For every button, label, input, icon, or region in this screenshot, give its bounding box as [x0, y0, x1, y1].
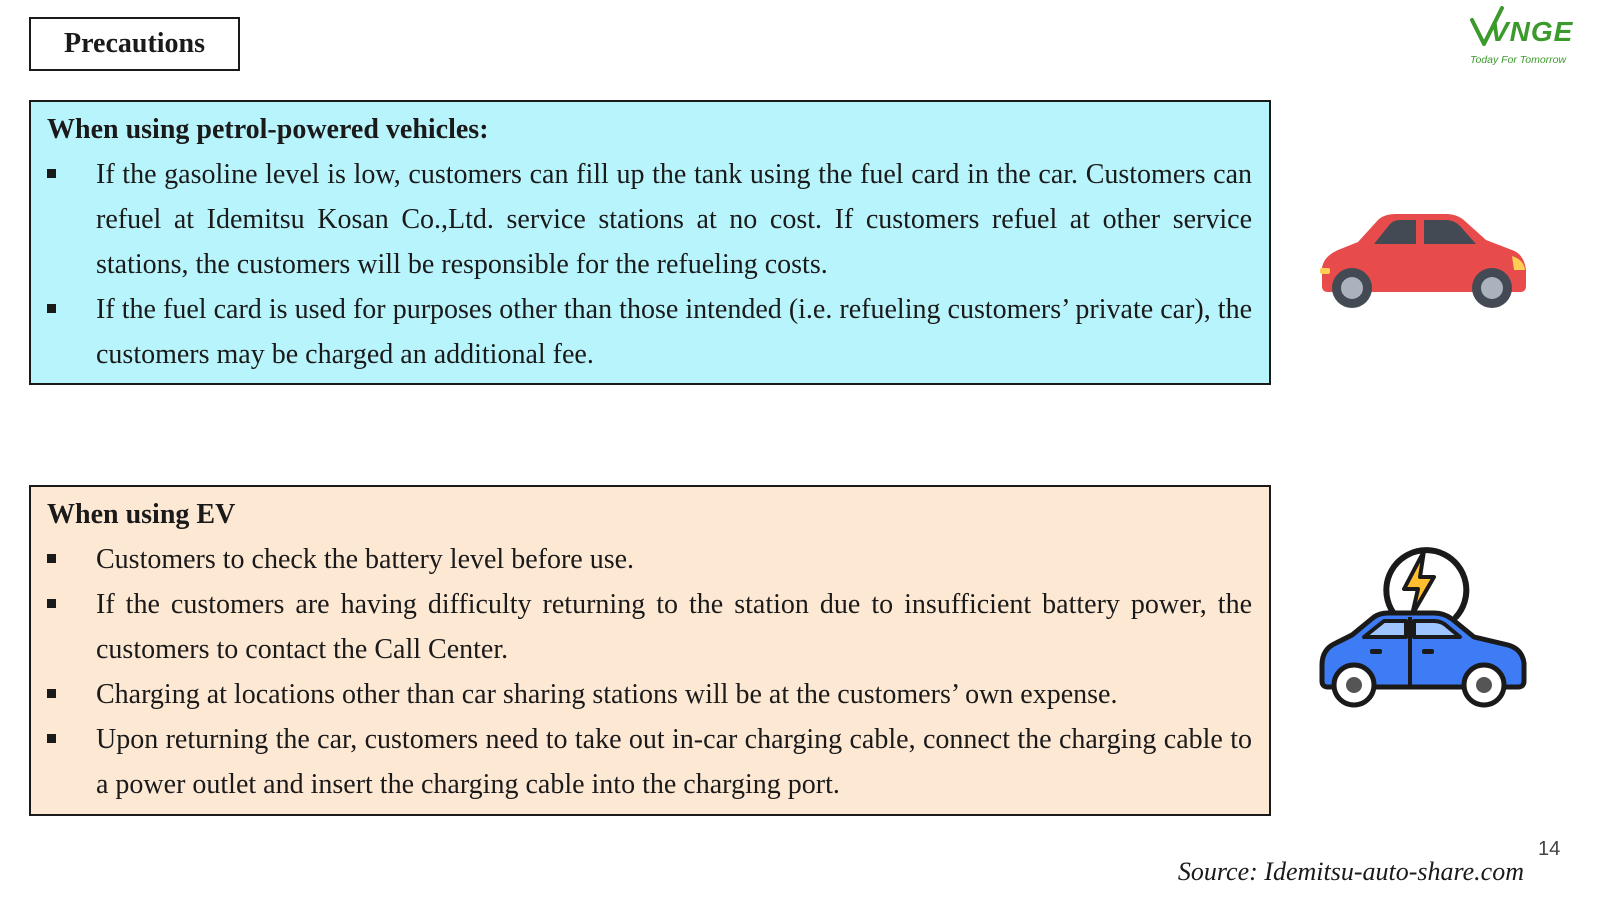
list-item: [47, 582, 1252, 672]
logo-wordmark: VNGE: [1490, 16, 1574, 47]
page-title: Precautions: [29, 17, 240, 71]
list-item: [47, 152, 1252, 287]
list-item-text: If the fuel card is used for purposes other than those intended (i.e. refueling customers’ private car), the customers may be charged an additional fee.: [96, 294, 1252, 370]
petrol-section-heading: When using petrol-powered vehicles:: [47, 114, 489, 145]
list-item-text: Charging at locations other than car sharing stations will be at the customers’ own expense.: [96, 679, 1118, 710]
list-item-text: If the gasoline level is low, customers can fill up the tank using the fuel card in the car. Customers can refuel at Idemitsu Kosan Co.,Ltd. service stations at no cost. If customers refuel at other service stations, the customers will be responsible for the refueling costs.: [96, 159, 1252, 280]
electric-car-icon: [1318, 545, 1528, 721]
source-citation: Source: Idemitsu-auto-share.com: [1177, 857, 1524, 886]
red-car-icon: [1316, 212, 1530, 316]
ev-precautions-panel: [29, 485, 1271, 816]
bullet-icon: [47, 734, 56, 743]
bullet-icon: [47, 554, 56, 563]
list-item-text: Customers to check the battery level before use.: [96, 544, 635, 575]
bullet-icon: [47, 599, 56, 608]
company-logo: [1466, 6, 1600, 70]
list-item: [47, 287, 1252, 377]
bullet-icon: [47, 169, 56, 178]
page-number: 14: [1538, 838, 1561, 860]
ev-section-heading: When using EV: [47, 499, 236, 530]
petrol-precautions-panel: [29, 100, 1271, 385]
list-item: [47, 717, 1252, 807]
list-item: [47, 537, 1252, 582]
list-item-text: If the customers are having difficulty returning to the station due to insufficient battery power, the customers to contact the Call Center.: [96, 589, 1252, 665]
bullet-icon: [47, 304, 56, 313]
logo-tagline: Today For Tomorrow: [1470, 54, 1567, 66]
list-item: [47, 672, 1252, 717]
list-item-text: Upon returning the car, customers need to take out in-car charging cable, connect the charging cable to a power outlet and insert the charging cable into the charging port.: [96, 724, 1252, 800]
bullet-icon: [47, 689, 56, 698]
